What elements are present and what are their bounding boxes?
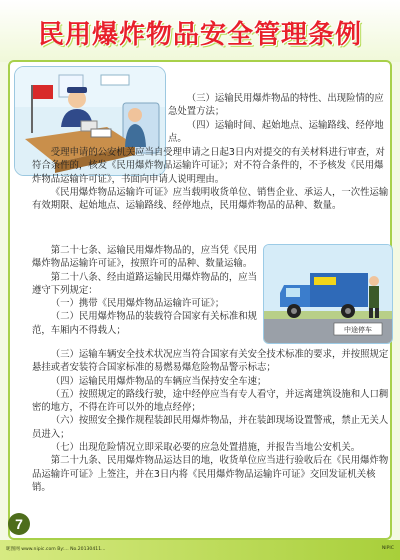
paragraph: （一）携带《民用爆炸物品运输许可证》； (50, 298, 225, 310)
paragraph: （四）运输时间、起始地点、运输路线、经停地点。 (168, 119, 384, 144)
truck-illustration (263, 244, 393, 344)
page-number-badge: 7 (8, 513, 30, 535)
text-block-top (168, 92, 390, 145)
paragraph: （三）运输车辆安全技术状况应当符合国家有关安全技术标准的要求，并按照规定悬挂或者安装符合国家标准的易燃易爆危险物品警示标志； (32, 349, 389, 374)
paragraph: 第二十七条、运输民用爆炸物品的，应当凭《民用爆炸物品运输许可证》，按照许可的品种、数量运输。 (32, 245, 258, 270)
paragraph: 受理申请的公安机关应当自受理申请之日起3日内对提交的有关材料进行审查，对符合条件的，核发《民用爆炸物品运输许可证》；对不符合条件的，不予核发《民用爆炸物品运输许可证》，书面向申请人说明理由。 (32, 147, 385, 185)
paragraph: 《民用爆炸物品运输许可证》应当载明收货单位、销售企业、承运人，一次性运输有效期限、起始地点、运输路线、经停地点，民用爆炸物品的品种、数量。 (32, 186, 389, 212)
footer-credit: 昵图网 www.nipic.com By:... No.20130411... (6, 547, 106, 552)
text-block-left-of-truck (32, 244, 260, 337)
paragraph: （七）出现危险情况立即采取必要的应急处置措施，并报告当地公安机关。 (50, 442, 361, 454)
paragraph: （六）按照安全操作规程装卸民用爆炸物品，并在装卸现场设置警戒，禁止无关人员进入； (32, 415, 389, 440)
footer-watermark: NIPIC (381, 546, 394, 551)
paragraph: （二）民用爆炸物品的装载符合国家有关标准和规范，车厢内不得载人； (32, 311, 258, 336)
text-block-wide-2 (32, 348, 390, 494)
page-title: 民用爆炸物品安全管理条例 (37, 20, 362, 50)
paragraph: （四）运输民用爆炸物品的车辆应当保持安全车速； (50, 375, 267, 387)
stop-sign-label: 中途停车 (344, 326, 372, 334)
paragraph: （三）运输民用爆炸物品的特性、出现险情的应急处置方法； (168, 93, 384, 118)
paragraph: 第二十九条、民用爆炸物品运达目的地，收货单位应当进行验收后在《民用爆炸物品运输许可证》上签注，并在3日内将《民用爆炸物品运输许可证》交回发证机关核销。 (32, 455, 389, 493)
paragraph: 第二十八条、经由道路运输民用爆炸物品的，应当遵守下列规定： (32, 271, 258, 296)
paragraph: （五）按照规定的路线行驶，途中经停应当有专人看守，并远离建筑设施和人口稠密的地方，不得在许可以外的地点经停； (32, 388, 389, 414)
text-block-wide-1 (32, 146, 390, 212)
